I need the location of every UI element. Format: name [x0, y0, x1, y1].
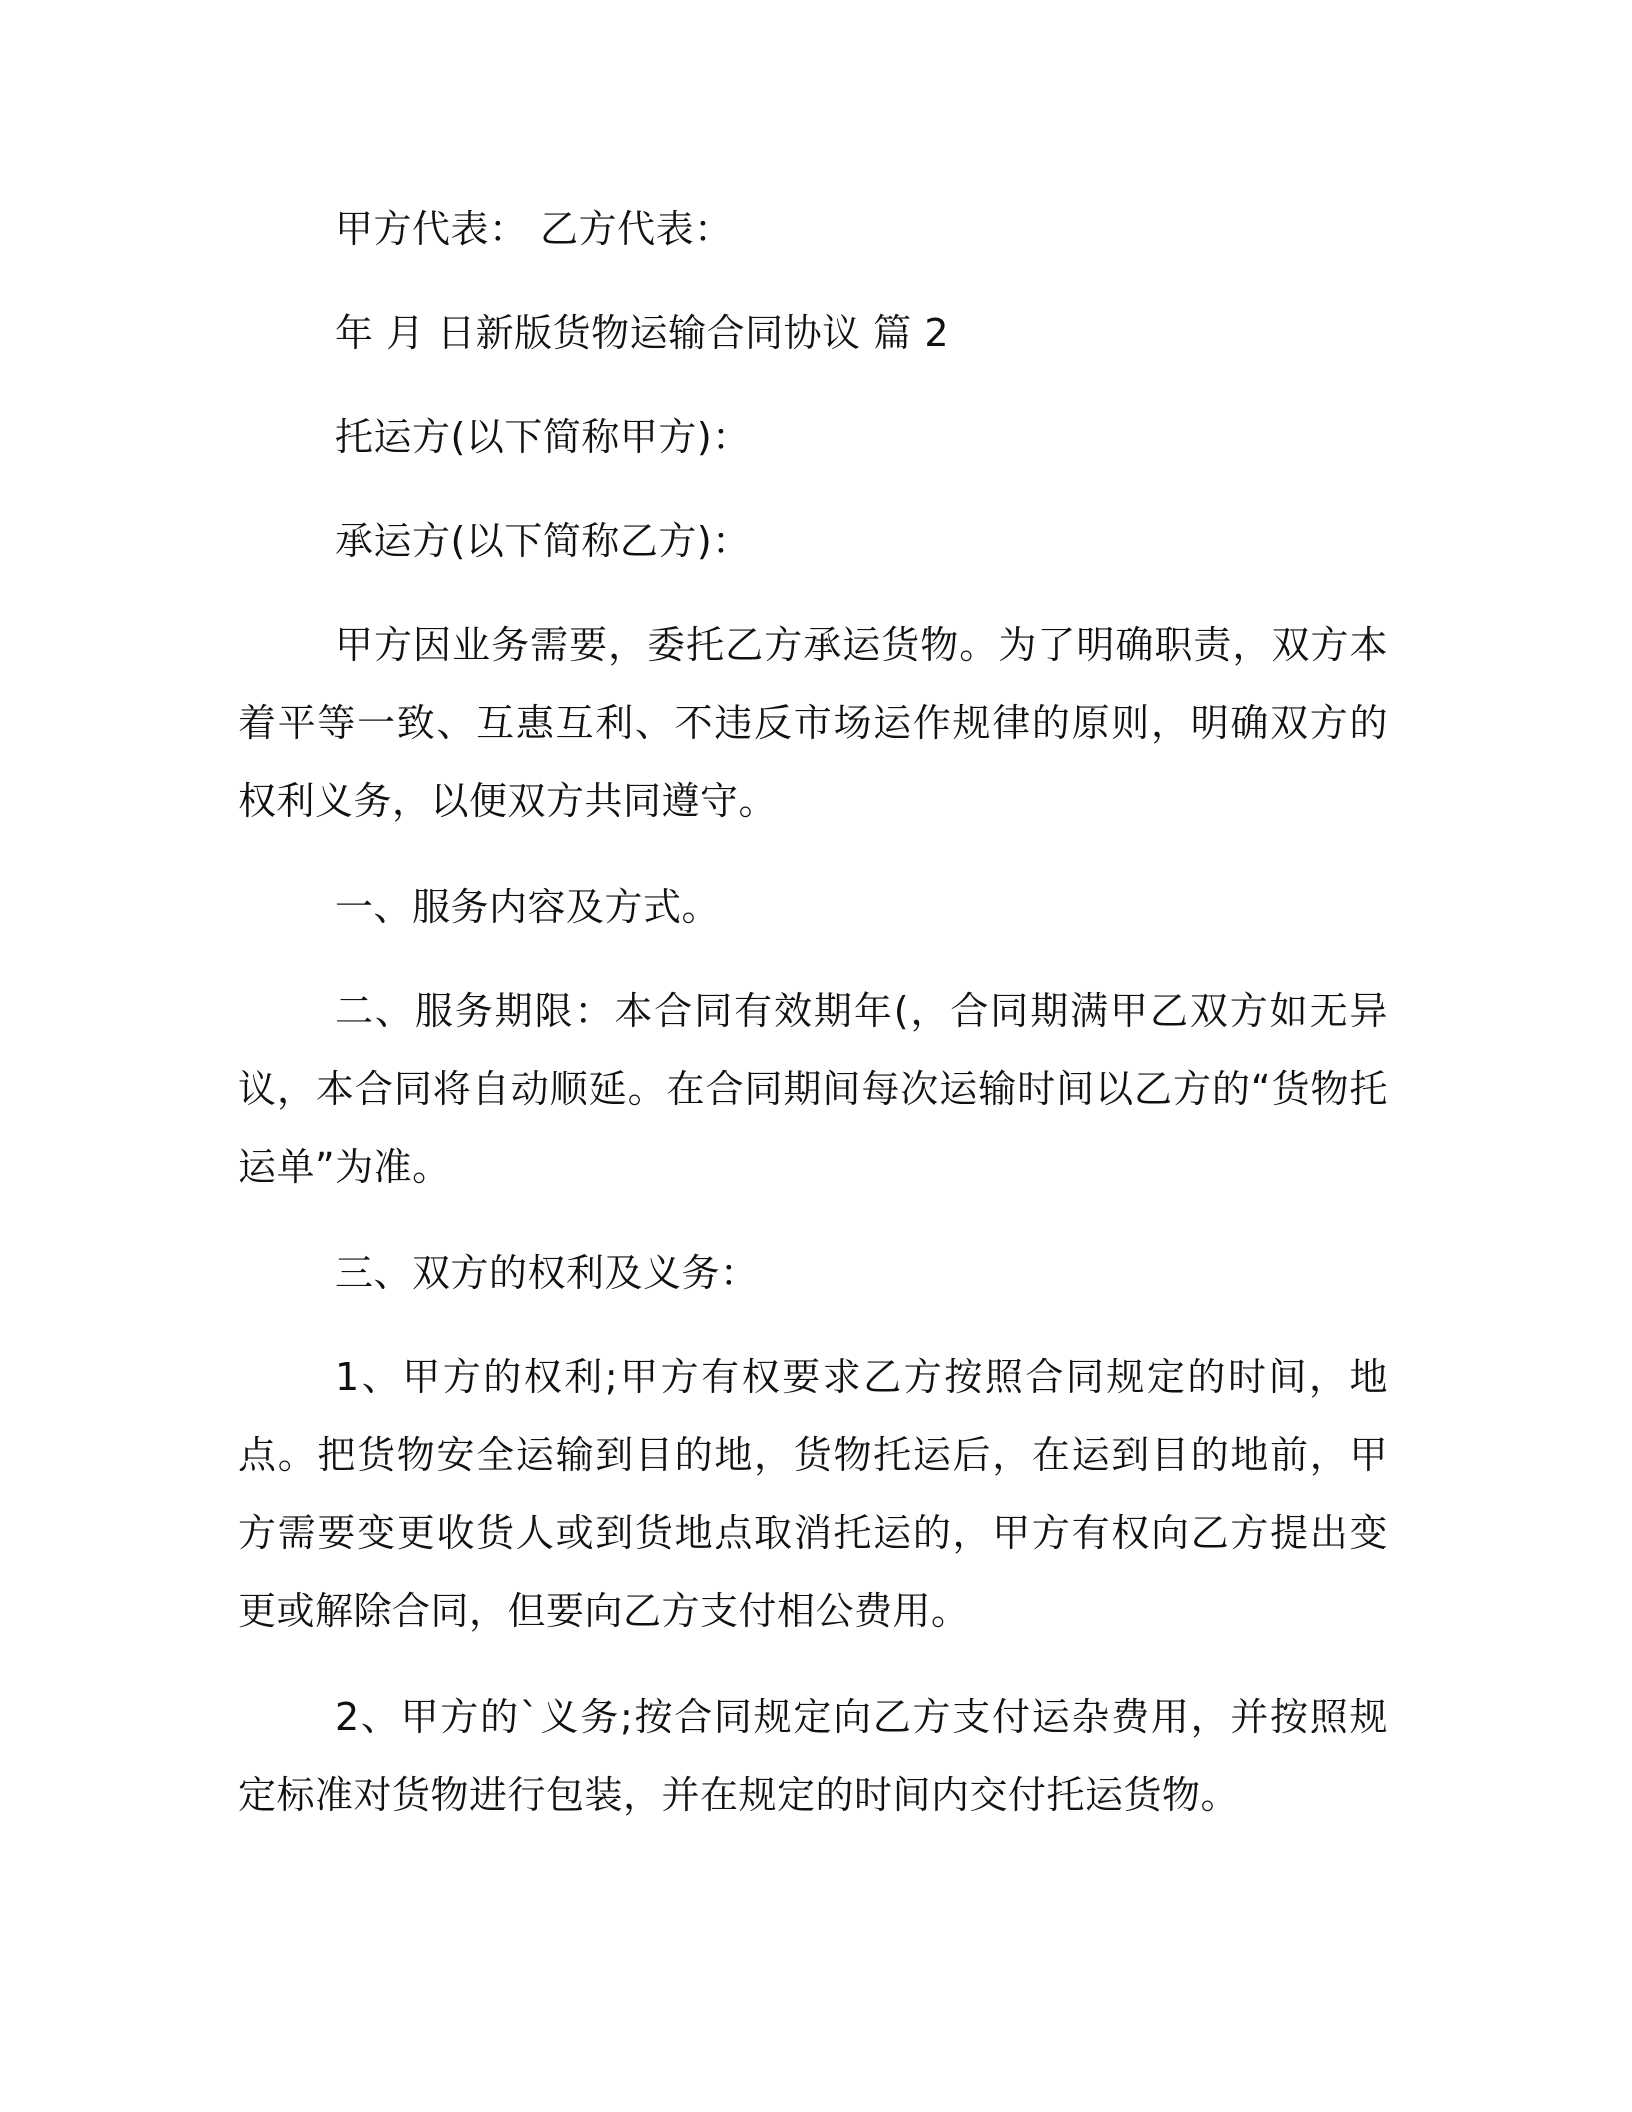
carrier-line: 承运方(以下简称乙方)： — [335, 519, 751, 563]
consignor-line: 托运方(以下简称甲方)： — [335, 415, 751, 459]
clause-one-paragraph: 1、甲方的权利;甲方有权要求乙方按照合同规定的时间，地点。把货物安全运输到目的地，货物托运后，在运到目的地前，甲方需要变更收货人或到货地点取消托运的，甲方有权向乙方提出变更或解除合同，但要向乙方支付相公费用。 — [238, 1355, 1388, 1633]
date-and-title-line: 年 月 日新版货物运输合同协议 篇 2 — [335, 311, 949, 355]
document-body — [238, 190, 1388, 1834]
representatives-line: 甲方代表： 乙方代表： — [335, 207, 733, 251]
section-three-heading: 三、双方的权利及义务： — [335, 1251, 759, 1295]
clause-two-paragraph: 2、甲方的`义务;按合同规定向乙方支付运杂费用，并按照规定标准对货物进行包装，并在规定的时间内交付托运货物。 — [238, 1695, 1388, 1817]
section-two-paragraph: 二、服务期限：本合同有效期年(，合同期满甲乙双方如无异议，本合同将自动顺延。在合同期间每次运输时间以乙方的“货物托运单”为准。 — [238, 989, 1388, 1189]
section-one-heading: 一、服务内容及方式。 — [335, 885, 721, 929]
preamble-paragraph: 甲方因业务需要，委托乙方承运货物。为了明确职责，双方本着平等一致、互惠互利、不违反市场运作规律的原则，明确双方的权利义务，以便双方共同遵守。 — [238, 623, 1388, 823]
